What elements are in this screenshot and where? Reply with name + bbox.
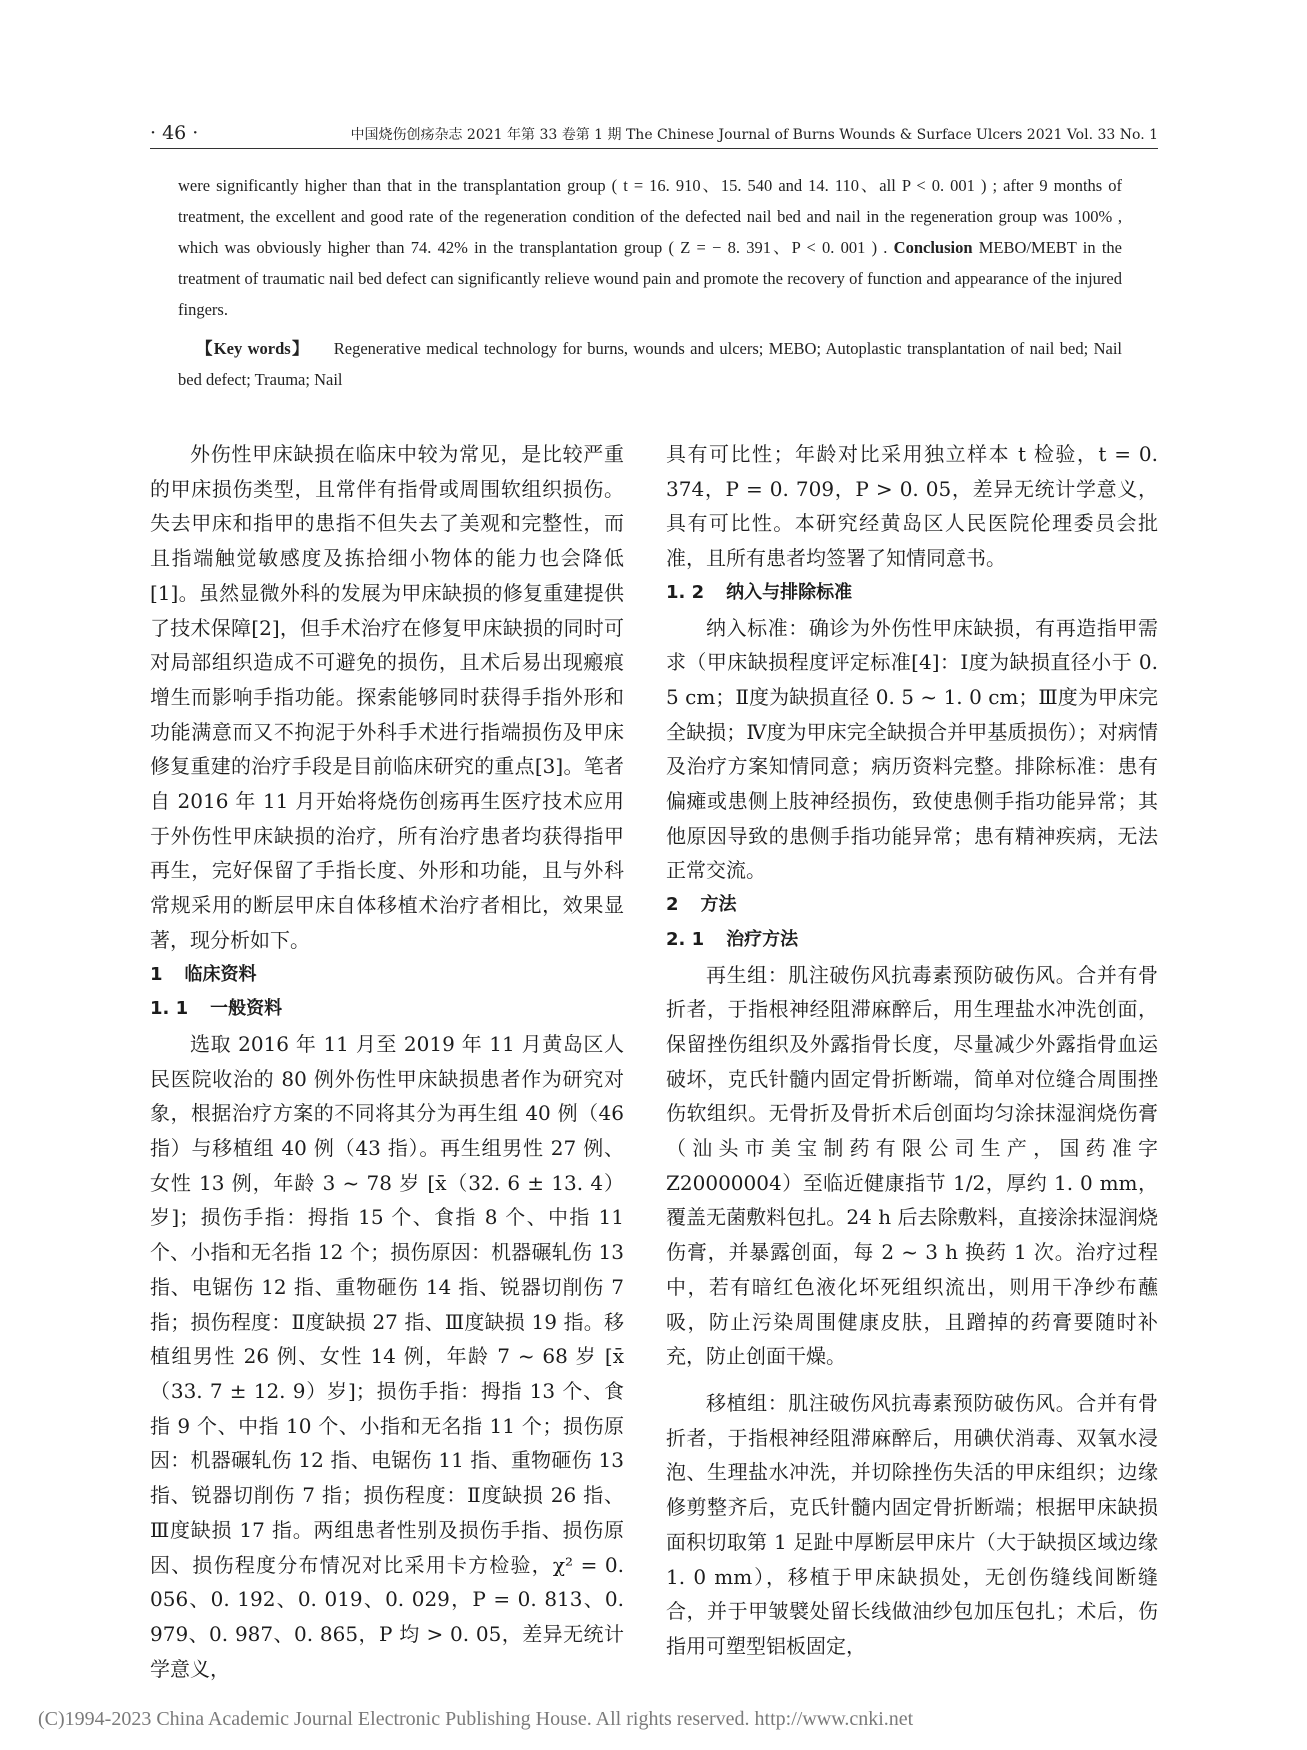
running-header	[150, 118, 1158, 148]
continued-paragraph: 具有可比性；年龄对比采用独立样本 t 检验，t = 0. 374，P = 0. 709，P > 0. 05，差异无统计学意义，具有可比性。本研究经黄岛区人民医院伦理委员会批准，且所有患者均签署了知情同意书。	[666, 442, 1158, 571]
keywords-paragraph	[178, 333, 1122, 395]
keywords-text: Regenerative medical technology for burns, wounds and ulcers; MEBO; Autoplastic transplantation of nail bed; Nail bed defect; Trauma; Nail	[178, 339, 1122, 389]
section-title: 临床资料	[184, 963, 257, 985]
abstract-paragraph	[178, 170, 1122, 325]
page-number: · 46 ·	[150, 122, 199, 144]
abstract-conclusion: MEBO/MEBT in the treatment of traumatic nail bed defect can significantly relieve wound pain and promote the recovery of function and appearance of the injured fingers.	[178, 238, 1123, 319]
subsection-number: 2. 1	[666, 928, 705, 950]
section-heading-methods	[666, 888, 1158, 923]
english-abstract	[178, 170, 1122, 395]
transplant-group-paragraph: 移植组：肌注破伤风抗毒素预防破伤风。合并有骨折者，于指根神经阻滞麻醉后，用碘伏消毒、双氧水浸泡、生理盐水冲洗，并切除挫伤失活的甲床组织；边缘修剪整齐后，克氏针髓内固定骨折断端；根据甲床缺损面积切取第 1 足趾中厚断层甲床片（大于缺损区域边缘 1. 0 mm），移植于甲床缺损处，无创伤缝线间断缝合，并于甲皱襞处留长线做油纱包加压包扎；术后，伤指用可塑型铝板固定，	[666, 1390, 1158, 1658]
criteria-paragraph: 纳入标准：确诊为外伤性甲床缺损，有再造指甲需求（甲床缺损程度评定标准[4]：Ⅰ度为缺损直径小于 0. 5 cm；Ⅱ度为缺损直径 0. 5 ~ 1. 0 cm；Ⅲ度为甲床完全缺损；Ⅳ度为甲床完全缺损合并甲基质损伤）；对病情及治疗方案知情同意；病历资料完整。排除标准：患有偏瘫或患侧上肢神经损伤，致使患侧手指功能异常；其他原因导致的患侧手指功能异常；患有精神疾病，无法正常交流。	[666, 615, 1158, 883]
section-number: 2	[666, 894, 679, 916]
subsection-title: 治疗方法	[726, 928, 799, 950]
general-data-paragraph: 选取 2016 年 11 月至 2019 年 11 月黄岛区人民医院收治的 80 例外伤性甲床缺损患者作为研究对象，根据治疗方案的不同将其分为再生组 40 例（46 指）与移植组 40 例（43 指）。再生组男性 27 例、女性 13 例，年龄 3 ~ 78 岁 [x̄（32. 6 ± 13. 4）岁]；损伤手指：拇指 15 个、食指 8 个、中指 11 个、小指和无名指 12 个；损伤原因：机器碾轧伤 13 指、电锯伤 12 指、重物砸伤 14 指、锐器切削伤 7 指；损伤程度：Ⅱ度缺损 27 指、Ⅲ度缺损 19 指。移植组男性 26 例、女性 14 例，年龄 7 ~ 68 岁 [x̄（33. 7 ± 12. 9）岁]；损伤手指：拇指 13 个、食指 9 个、中指 10 个、小指和无名指 11 个；损伤原因：机器碾轧伤 12 指、电锯伤 11 指、重物砸伤 13 指、锐器切削伤 7 指；损伤程度：Ⅱ度缺损 26 指、Ⅲ度缺损 17 指。两组患者性别及损伤手指、损伤原因、损伤程度分布情况对比采用卡方检验，χ² = 0. 056、0. 192、0. 019、0. 029，P = 0. 813、0. 979、0. 987、0. 865，P 均 > 0. 05，差异无统计学意义，	[150, 1031, 624, 1681]
abstract-results: were significantly higher than that in the transplantation group ( t = 16. 910、15. 540 and 14. 110、all P < 0. 001 ) ; after 9 months of treatment, the excellent and good rate of the regeneration condition of the defected nail bed and nail in the regeneration group was 100% , which was obviously higher than 74. 42% in the transplantation group ( Z = − 8. 391、P < 0. 001 ) .	[178, 176, 1122, 257]
subsection-number: 1. 2	[666, 581, 705, 603]
intro-paragraph: 外伤性甲床缺损在临床中较为常见，是比较严重的甲床损伤类型，且常伴有指骨或周围软组织损伤。失去甲床和指甲的患指不但失去了美观和完整性，而且指端触觉敏感度及拣拾细小物体的能力也会降低[1]。虽然显微外科的发展为甲床缺损的修复重建提供了技术保障[2]，但手术治疗在修复甲床缺损的同时可对局部组织造成不可避免的损伤，且术后易出现瘢痕增生而影响手指功能。探索能够同时获得手指外形和功能满意而又不拘泥于外科手术进行指端损伤及甲床修复重建的治疗手段是目前临床研究的重点[3]。笔者自 2016 年 11 月开始将烧伤创疡再生医疗技术应用于外伤性甲床缺损的治疗，所有治疗患者均获得指甲再生，完好保留了手指长度、外形和功能，且与外科常规采用的断层甲床自体移植术治疗者相比，效果显著，现分析如下。	[150, 442, 624, 952]
conclusion-label: Conclusion	[893, 238, 973, 257]
section-number: 1	[150, 963, 163, 985]
regeneration-group-paragraph: 再生组：肌注破伤风抗毒素预防破伤风。合并有骨折者，于指根神经阻滞麻醉后，用生理盐水冲洗创面，保留挫伤组织及外露指骨长度，尽量减少外露指骨血运破坏，克氏针髓内固定骨折断端，简单对位缝合周围挫伤软组织。无骨折及骨折术后创面均匀涂抹湿润烧伤膏（汕头市美宝制药有限公司生产，国药准字 Z20000004）至临近健康指节 1/2，厚约 1. 0 mm，覆盖无菌敷料包扎。24 h 后去除敷料，直接涂抹湿润烧伤膏，并暴露创面，每 2 ~ 3 h 换药 1 次。治疗过程中，若有暗红色液化坏死组织流出，则用干净纱布蘸吸，防止污染周围健康皮肤，且蹭掉的药膏要随时补充，防止创面干燥。	[666, 962, 1158, 1369]
right-column	[666, 437, 1158, 1664]
section-heading-clinical-data	[150, 958, 624, 993]
subsection-title: 纳入与排除标准	[726, 581, 853, 603]
subsection-heading-criteria	[666, 576, 1158, 611]
subsection-heading-treatment	[666, 923, 1158, 958]
header-rule	[150, 148, 1158, 149]
keywords-label: 【Key words】	[196, 339, 310, 358]
journal-title: 中国烧伤创疡杂志 2021 年第 33 卷第 1 期 The Chinese Journal of Burns Wounds & Surface Ulcers 2021 Vol. 33 No. 1	[350, 127, 1158, 143]
subsection-number: 1. 1	[150, 998, 189, 1020]
left-column	[150, 437, 624, 1686]
subsection-title: 一般资料	[210, 998, 283, 1020]
copyright-footer: (C)1994-2023 China Academic Journal Electronic Publishing House. All rights reserved. http://www.cnki.net	[38, 1708, 914, 1730]
section-title: 方法	[700, 894, 737, 916]
subsection-heading-general	[150, 992, 624, 1027]
